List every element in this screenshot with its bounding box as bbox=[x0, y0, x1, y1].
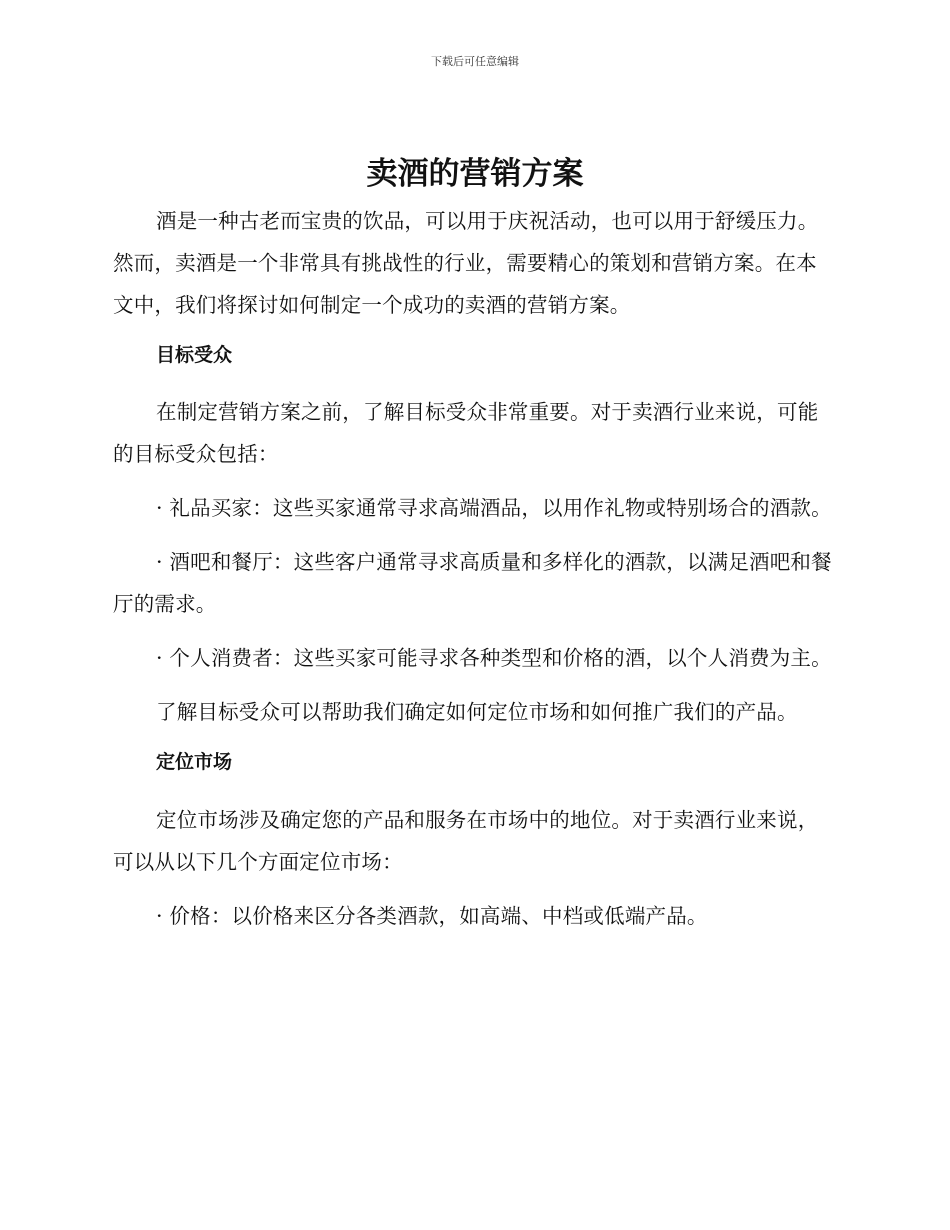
section-heading-market-positioning: 定位市场 bbox=[156, 751, 233, 773]
bullet-bars-restaurants: · 酒吧和餐厅：这些客户通常寻求高质量和多样化的酒款，以满足酒吧和餐厅的需求。 bbox=[113, 550, 832, 616]
bullet-gift-buyers: · 礼品买家：这些买家通常寻求高端酒品，以用作礼物或特别场合的酒款。 bbox=[156, 496, 832, 520]
intro-paragraph: 酒是一种古老而宝贵的饮品，可以用于庆祝活动，也可以用于舒缓压力。然而，卖酒是一个非常具有挑战性的行业，需要精心的策划和营销方案。在本文中，我们将探讨如何制定一个成功的卖酒的营销方案。 bbox=[113, 209, 819, 317]
section-heading-target-audience: 目标受众 bbox=[156, 344, 233, 366]
document-body bbox=[113, 200, 833, 937]
target-audience-conclusion: 了解目标受众可以帮助我们确定如何定位市场和如何推广我们的产品。 bbox=[156, 700, 798, 724]
page-header-note: 下载后可任意编辑 bbox=[431, 55, 519, 68]
bullet-individual-consumers: · 个人消费者：这些买家可能寻求各种类型和价格的酒，以个人消费为主。 bbox=[156, 646, 832, 670]
target-audience-intro: 在制定营销方案之前，了解目标受众非常重要。对于卖酒行业来说，可能的目标受众包括： bbox=[113, 400, 819, 466]
market-positioning-intro: 定位市场涉及确定您的产品和服务在市场中的地位。对于卖酒行业来说，可以从以下几个方面定位市场： bbox=[113, 808, 819, 874]
bullet-price: · 价格：以价格来区分各类酒款，如高端、中档或低端产品。 bbox=[156, 904, 708, 928]
document-title: 卖酒的营销方案 bbox=[366, 156, 584, 192]
